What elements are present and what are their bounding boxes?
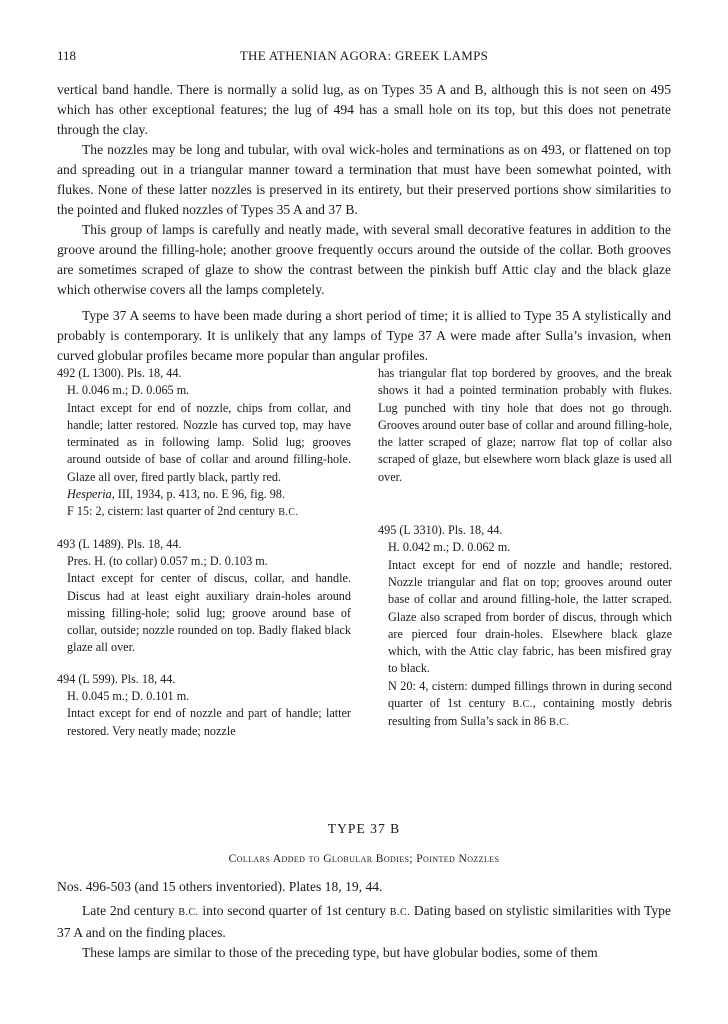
entry-495-description: Intact except for end of nozzle and handle; restored. Nozzle triangular and flat on top; grooves around outer base of collar and around filling-hole, the latter scraped. Glaze also scraped from border of discus, through which are pierced four drain-holes. Elsewhere black glaze which, with the Attic clay fabric, has been misfired gray to black. — [388, 557, 672, 676]
paragraph-dating: Type 37 A seems to have been made during a short period of time; it is allied to Type 35 A stylistically and probably is contemporary. It is unlikely that any lamps of Type 37 A were made after Sulla’s invasion, when curved globular profiles became more popular than angular profiles. — [57, 308, 671, 363]
entry-492-reference: Hesperia, III, 1934, p. 413, no. E 96, fig. 98. — [67, 487, 286, 502]
entry-495-context: N 20: 4, cistern: dumped fillings thrown in during second quarter of 1st century B.C., containing mostly debris resulting from Sulla’s sack in 86 B.C. — [388, 678, 672, 729]
entry-495-dimensions: H. 0.042 m.; D. 0.062 m. — [388, 540, 511, 555]
running-title: THE ATHENIAN AGORA: GREEK LAMPS — [239, 48, 489, 63]
description-paragraph: These lamps are similar to those of the preceding type, but have globular bodies, some of them — [82, 945, 598, 960]
section-subtitle: Collars Added to Globular Bodies; Pointed Nozzles — [228, 853, 500, 865]
paragraph-nozzles: The nozzles may be long and tubular, with oval wick-holes and terminations as on 493, or flattened on top and spreading out in a triangular manner toward a termination that must have been somewhat pointed, with flukes. None of these latter nozzles is preserved in its entirety, but their preserved portions show similarities to the pointed and fluked nozzles of Types 35 A and 37 B. — [57, 142, 671, 217]
paragraph-decoration: This group of lamps is carefully and neatly made, with several small decorative features in addition to the groove around the filling-hole; another groove frequently occurs around the outside of the collar. Both grooves are sometimes scraped of glaze to show the contrast between the pinkish buff Attic clay and the black glaze which otherwise covers all the lamps completely. — [57, 222, 671, 297]
entry-492-dimensions: H. 0.046 m.; D. 0.065 m. — [67, 383, 190, 398]
entry-492-context: F 15: 2, cistern: last quarter of 2nd century B.C. — [67, 504, 299, 519]
catalogue-left-column — [57, 365, 351, 740]
entry-493-dimensions: Pres. H. (to collar) 0.057 m.; D. 0.103 m. — [67, 553, 268, 568]
entry-492-heading: 492 (L 1300). Pls. 18, 44. — [57, 366, 182, 380]
entry-494-description: Intact except for end of nozzle and part of handle; latter restored. Very neatly made; nozzle — [67, 706, 351, 738]
catalogue-right-column — [378, 365, 672, 732]
page-number: 118 — [57, 48, 77, 63]
entry-494-heading: 494 (L 599). Pls. 18, 44. — [57, 671, 176, 686]
entry-492-description: Intact except for end of nozzle, chips from collar, and handle; latter restored. Nozzle has curved top, may have terminated as in following lamp. Solid lug; grooves around outside of base of collar and around filling-hole. Glaze all over, fired partly black, partly red. — [67, 400, 351, 484]
type-37b-section — [57, 821, 671, 963]
entry-493-heading: 493 (L 1489). Pls. 18, 44. — [57, 536, 182, 551]
entry-494-dimensions: H. 0.045 m.; D. 0.101 m. — [67, 689, 190, 704]
entry-495-heading: 495 (L 3310). Pls. 18, 44. — [378, 523, 503, 538]
entry-493-description: Intact except for center of discus, collar, and handle. Discus had at least eight auxiliary drain-holes around missing filling-hole; solid lug; groove around base of collar, outside; nozzle rounded on top. Badly flaked black glaze all over. — [67, 571, 351, 655]
journal-title: Hesperia — [67, 487, 112, 502]
paragraph-handle-lug: vertical band handle. There is normally a solid lug, as on Types 35 A and B, although this is not seen on 495 which has other exceptional features; the lug of 494 has a small hole on its top, but this does not penetrate through the clay. — [57, 82, 671, 137]
section-title: TYPE 37 B — [327, 821, 401, 836]
intro-text — [57, 80, 671, 366]
dating-paragraph: Late 2nd century B.C. into second quarter of 1st century B.C. Dating based on stylistic similarities with Type 37 A and on the finding places. — [57, 903, 672, 940]
catalogue-numbers: Nos. 496-503 (and 15 others inventoried). Plates 18, 19, 44. — [57, 879, 383, 894]
entry-494-description-continued: has triangular flat top bordered by grooves, and the break shows it had a pointed termination probably with flukes. Lug punched with tiny hole that does not go through. Grooves around outer base of collar and around filling-hole, the latter scraped of glaze; narrow flat top of collar also scraped of glaze, but elsewhere worn black glaze is used all over. — [378, 366, 672, 484]
page-header — [57, 48, 671, 66]
